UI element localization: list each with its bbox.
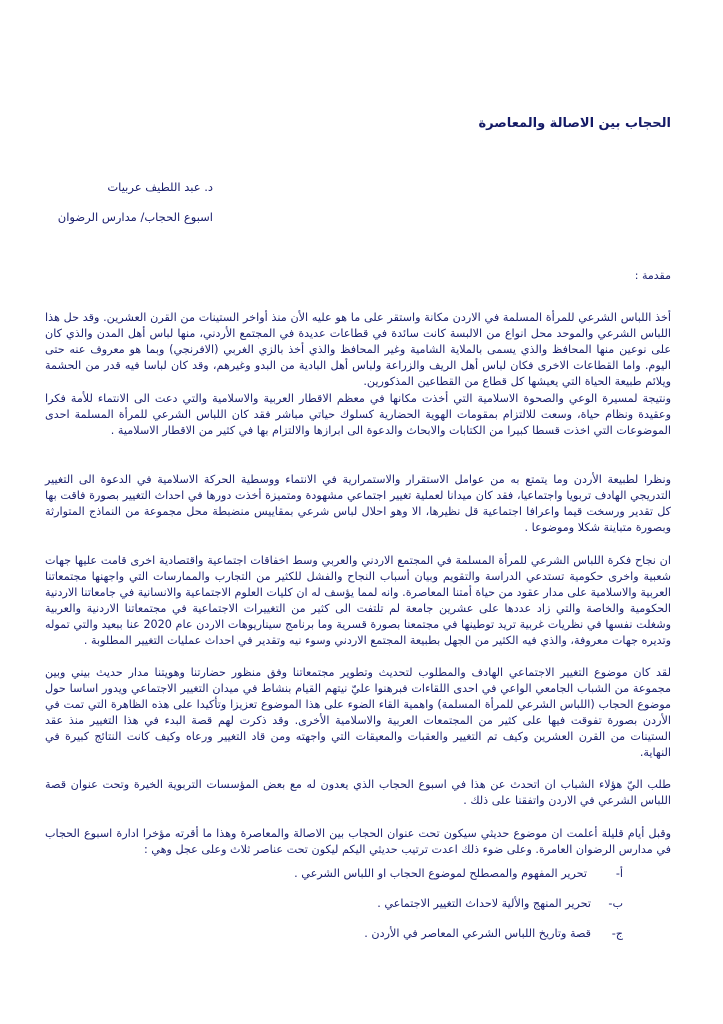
author-name: د. عبد اللطيف عربيات	[107, 180, 213, 194]
intro-heading: مقدمة :	[634, 269, 671, 282]
list-marker: أ-	[615, 867, 623, 880]
author-affiliation: اسبوع الحجاب/ مدارس الرضوان	[57, 210, 213, 224]
paragraph-4: ان نجاح فكرة اللباس الشرعي للمرأة المسلمة في المجتمع الاردني والعربي وسط اخفاقات اجتماعية واقتصادية اخرى قامت عليها جهات شعبية واخرى حكومية تستدعي الدراسة والتقويم وبيان أسباب النجاح والفشل للكثير من التجارب والممارسات التي واجهنها مجتمعاتنا العربية والاسلامية على مدار عقود من حياة أمتنا المعاصرة. وانه لمما يؤسف له ان كليات العلوم الاجتماعية والانسانية في جامعاتنا الاردنية الحكومية والخاصة والتي زاد عددها على عشرين جامعة لم تلتفت الى كثير من التغييرات الاجتماعية في مجتمعاتنا الاردنية والعربية وشغلت نفسها في نظريات غربية تريد توطينها في مجتمعنا بصورة قسرية وما برنامج سيناريوهات الاردن عام 2020 عنا ببعيد والتي تموله وتديره جهات معروفة، والذي فيه الكثير من الجهل بطبيعة المجتمع الاردني وسوء نيه وتقدير في احداث عمليات التغيير المطلوبة .	[45, 554, 671, 648]
paragraph-6: طلب اليّ هؤلاء الشباب ان اتحدث عن هذا في اسبوع الحجاب الذي يعدون له مع بعض المؤسسات التربوية الخيرة وتحت عنوان قصة اللباس الشرعي في الاردن واتفقنا على ذلك .	[45, 778, 671, 808]
paragraph-3: ونظرا لطبيعة الأردن وما يتمتع به من عوامل الاستقرار والاستمرارية في الانتماء ووسطية الحركة الاسلامية في الدعوة الى التغيير التدريجي الهادف تربويا واجتماعيا، فقد كان ميدانا لعملية تغيير اجتماعي مشهودة ومتميزة أخذت دورها في احداث التغيير بصورة فاقت بها كل تقدير ورسخت قيما واعرافا اجتماعية قل نظيرها، الا وهو احلال لباس شرعي بمقاييس منضبطة محل مجموعة من النماذج المتوارثة وبصورة متباينة شكلا وموضوعا .	[45, 473, 671, 535]
paragraph-2: ونتيجة لمسيرة الوعي والصحوة الاسلامية التي أخذت مكانها في معظم الاقطار العربية والاسلامية والتي دعت الى الانتماء للأمة فكرا وعقيدة ونظام حياة، وسعت للالتزام بمقومات الهوية الحضارية كسلوك حياتي مباشر فقد كان اللباس الشرعي للمرأة المسلمة احدى الموضوعات التي اخذت قسطا كبيرا من الكتابات والابحاث والدعوة الى ابرازها والالتزام بها في كثير من الاقطار الاسلامية .	[45, 392, 671, 438]
list-marker: ج-	[611, 927, 623, 940]
list-item: تحرير المنهج والألية لاحداث التغيير الاجتماعي .	[377, 897, 591, 910]
list-item: تحرير المفهوم والمصطلح لموضوع الحجاب او اللباس الشرعي .	[294, 867, 587, 880]
paragraph-7: وقبل أيام قليلة أعلمت ان موضوع حديثي سيكون تحت عنوان الحجاب بين الاصالة والمعاصرة وهذا ما أقرته مؤخرا ادارة اسبوع الحجاب في مدارس الرضوان العامرة. وعلى ضوء ذلك اعدت ترتيب حديثي اليكم ليكون تحت عناصر ثلاث وعلى عجل وهي :	[45, 827, 671, 857]
list-item: قصة وتاريخ اللباس الشرعي المعاصر في الأردن .	[364, 927, 591, 940]
list-marker: ب-	[608, 897, 623, 910]
document-title: الحجاب بين الاصالة والمعاصرة	[478, 116, 671, 131]
paragraph-5: لقد كان موضوع التغيير الاجتماعي الهادف والمطلوب لتحديث وتطوير مجتمعاتنا وفق منظور حضارتنا وهويتنا مدار حديث بيني وبين مجموعة من الشباب الجامعي الواعي في احدى اللقاءات فبرهنوا عليّ نيتهم القيام بنشاط في ميدان التغيير الاجتماعي ويدور اساسا حول موضوع الحجاب (اللباس الشرعي للمرأة المسلمة) واهمية القاء الضوء على هذا الموضوع تعزيزا وتأكيدا على هذه الظاهرة التي تمت في الأردن بصورة تفوقت فيها على كثير من المجتمعات العربية والاسلامية الأخرى. وقد ذكرت لهم قصة البدء في هذا التغيير منذ عقد الستينات من القرن العشرين وكيف تم التغيير والعقبات والمعيقات التي واجهته ومن قاد التغيير ورعاه وكيف كانت النتائج كبيرة في النهاية.	[45, 666, 671, 760]
paragraph-1: أخذ اللباس الشرعي للمرأة المسلمة في الاردن مكانة واستقر على ما هو عليه الأن منذ أواخر الستينات من القرن العشرين. وقد حل هذا اللباس الشرعي والموحد محل انواع من الالبسة كانت سائدة في قطاعات عديدة في المجتمع الأردني، منها لباس أهل المدن والذي كان على نوعين منها المحافظ والذي يسمى بالملاية الشامية وغير المحافظ والذي أخذ بالزي الغربي (الافرنجي) وبما هو معروف عنه حتى اليوم. واما القطاعات الاخرى فكان لباس أهل الريف والزراعة ولباس أهل البادية من البدو وغيرهم، وقد كان لباسا فيه قدر من الحشمة ويلائم طبيعة الحياة التي يعيشها كل قطاع من القطاعين المذكورين.	[45, 311, 671, 389]
